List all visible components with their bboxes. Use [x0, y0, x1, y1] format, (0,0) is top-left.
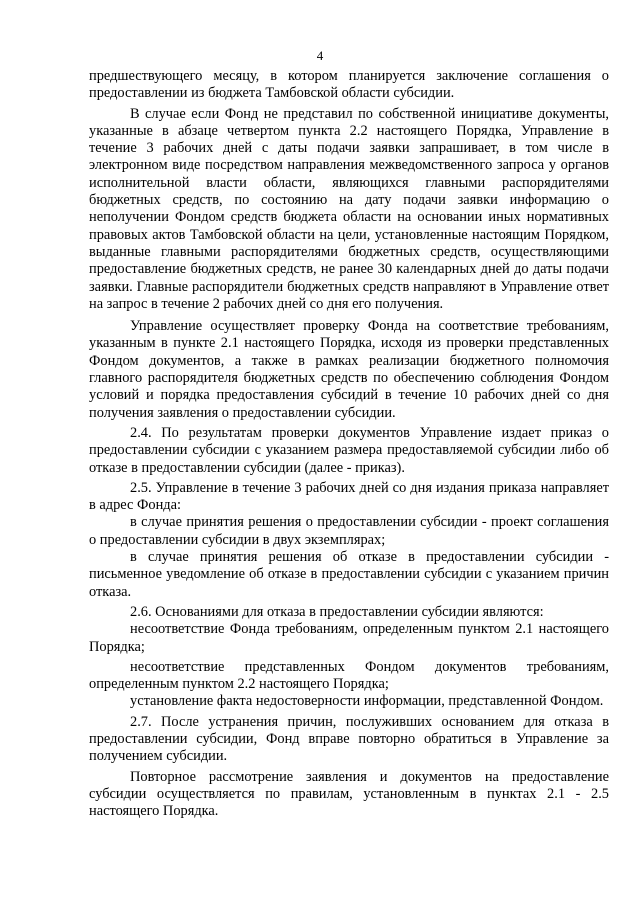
document-body	[89, 68, 609, 820]
paragraph-2-6-reason-2: несоответствие представленных Фондом документов требованиям, определенным пунктом 2.2 настоящего Порядка;	[89, 658, 609, 693]
page-number: 4	[316, 48, 324, 63]
paragraph-2-5-approval: в случае принятия решения о предоставлении субсидии - проект соглашения о предоставлении субсидии в двух экземплярах;	[89, 514, 609, 548]
paragraph-fund-documents-request: В случае если Фонд не представил по собственной инициативе документы, указанные в абзаце четвертом пункта 2.2 настоящего Порядка, Управление в течение 3 рабочих дней с даты подачи заявки запрашивает, в том числе в электронном виде посредством направления межведомственного запроса у органов исполнительной власти области, являющихся главными распорядителями бюджетных средств, по состоянию на дату подачи заявки информацию о неполучении Фондом средств бюджета области на основании иных нормативных правовых актов Тамбовской области на цели, установленные настоящим Порядком, выданные главными распорядителями бюджетных средств, осуществляющими предоставление бюджетных средств, не ранее 30 календарных дней до даты подачи заявки. Главные распорядители бюджетных средств направляют в Управление ответ на запрос в течение 2 рабочих дней со дня его получения.	[89, 105, 609, 312]
paragraph-2-7: 2.7. После устранения причин, послуживших основанием для отказа в предоставлении субсидии, Фонд вправе повторно обратиться в Управление за получением субсидии.	[89, 713, 609, 765]
paragraph-2-5: 2.5. Управление в течение 3 рабочих дней со дня издания приказа направляет в адрес Фонда:	[89, 479, 609, 514]
paragraph-continuation: предшествующего месяцу, в котором планируется заключение соглашения о предоставлении из бюджета Тамбовской области субсидии.	[89, 68, 609, 102]
paragraph-2-6-reason-3: установление факта недостоверности информации, представленной Фондом.	[130, 693, 604, 710]
paragraph-2-5-refusal: в случае принятия решения об отказе в предоставлении субсидии - письменное уведомление об отказе в предоставлении субсидии с указанием причин отказа.	[89, 549, 609, 600]
paragraph-2-6-reason-1: несоответствие Фонда требованиям, определенным пунктом 2.1 настоящего Порядка;	[89, 621, 609, 655]
paragraph-repeat-review: Повторное рассмотрение заявления и документов на предоставление субсидии осуществляется по правилам, установленным в пунктах 2.1 - 2.5 настоящего Порядка.	[89, 768, 609, 820]
paragraph-fund-verification: Управление осуществляет проверку Фонда на соответствие требованиям, указанным в пункте 2.1 настоящего Порядка, исходя из проверки представленных Фондом документов, а также в рамках реализации бюджетного полномочия главного распорядителя бюджетных средств по обеспечению соблюдения Фондом условий и порядка предоставления субсидий в течение 10 рабочих дней со дня получения заявления о предоставлении субсидии.	[89, 318, 609, 421]
paragraph-2-6: 2.6. Основаниями для отказа в предоставлении субсидии являются:	[130, 603, 544, 620]
paragraph-2-4: 2.4. По результатам проверки документов Управление издает приказ о предоставлении субсидии с указанием размера предоставляемой субсидии либо об отказе в предоставлении субсидии (далее - приказ).	[89, 424, 609, 476]
